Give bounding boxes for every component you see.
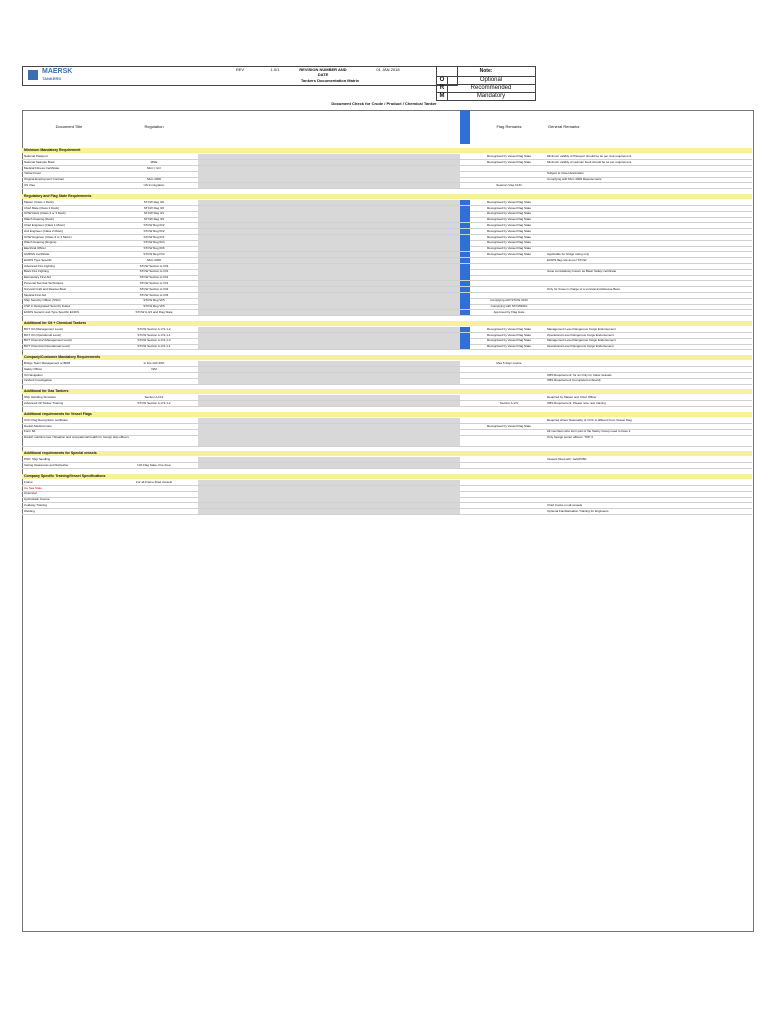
- regulation: N/A Flag State, Fire Area: [137, 463, 171, 467]
- blue-marker: [460, 211, 470, 216]
- rev-label: REV: [235, 67, 245, 72]
- regulation: STCW Reg III/6: [143, 246, 165, 251]
- document-name: OOW Deck (Class 3 or 3 Deck): [24, 211, 66, 216]
- flag-remark: Recognised by Vessel Flag State: [486, 223, 532, 227]
- key-row: [436, 92, 536, 101]
- flag-remark: Complying with STCW 2010: [490, 298, 528, 303]
- table-row: [22, 310, 752, 316]
- document-name: Advanced Oil Tanker Training: [24, 401, 64, 405]
- requirement-cells: [198, 275, 460, 280]
- blue-marker: [460, 287, 470, 292]
- regulation: STCW Reg II/2: [143, 199, 165, 204]
- requirement-cells: [198, 229, 460, 234]
- section-header: Additional for Gas Tankers: [22, 389, 752, 394]
- section-header: Additional for Oil + Chemical Tankers: [22, 321, 752, 326]
- regulation: STCW Section A-VI/2: [139, 286, 169, 291]
- key-code: M: [437, 92, 448, 100]
- regulation: For all Frame fitted vessels: [135, 479, 172, 484]
- document-name: Medical First Aid: [24, 292, 47, 297]
- requirement-cells: [198, 264, 460, 269]
- section-header: Company/Customer Mandatory Requirements: [22, 355, 752, 360]
- flag-remark: Recognised by Vessel Flag State: [486, 228, 532, 233]
- blue-marker: [460, 275, 470, 280]
- document-name: Bridge Team Management or BRM: [24, 361, 71, 365]
- requirement-cells: [198, 373, 460, 378]
- requirement-cells: [198, 183, 460, 188]
- document-name: Danish maritime law / Situation and occupational health for foreign ship officers: [24, 435, 129, 440]
- document-name: Medical Fitness Certificate: [24, 165, 60, 170]
- blue-marker: [460, 293, 470, 298]
- document-name: National Passport: [24, 154, 48, 158]
- requirement-cells: [198, 491, 460, 496]
- document-title: Document Check for Crude / Product / Chemical Tanker: [331, 101, 437, 106]
- requirement-cells: [198, 304, 460, 309]
- requirement-cells: [198, 287, 460, 292]
- requirement-cells: [198, 401, 460, 406]
- table-row: [22, 463, 752, 469]
- document-name: 2nd Engineer (Class 2 Motor): [24, 228, 64, 233]
- regulation: In line with IMO: [143, 361, 165, 365]
- flag-remark: Recognised by Vessel Flag State: [486, 326, 532, 331]
- general-remark: Minimum validity of Passport should be as per visa requirement: [547, 154, 632, 158]
- flag-remark: Recognised by Vessel Flag State: [486, 344, 532, 349]
- revision-date: 01 JAN 2018: [376, 67, 400, 72]
- general-remark: Required where Nationality of COC is different from Vessel Flag: [547, 417, 632, 422]
- document-name: Ice Sea State: [24, 485, 43, 490]
- regulation: STCW Section A-VI/3: [139, 263, 169, 268]
- general-remark: Only for those in charge of a survival and Rescue Boat: [547, 286, 620, 291]
- requirement-cells: [198, 154, 460, 159]
- section-header: Additional requirements for Special vessels: [22, 451, 752, 456]
- blue-marker: [460, 344, 470, 349]
- section-header: Company Specific Training/Vessel Specifications: [22, 474, 752, 479]
- requirement-cells: [198, 509, 460, 514]
- requirement-cells: [198, 235, 460, 240]
- general-remark: Only foreign senior officers: TOP 4: [547, 435, 593, 440]
- flag-remark: Recognised by Vessel Flag State: [486, 332, 532, 337]
- section-header: Regulatory and Flag State Requirements: [22, 194, 752, 199]
- blue-marker: [460, 258, 470, 263]
- document-name: Vetting Awareness and Refresher: [24, 463, 69, 467]
- regulation: STCW Section A-V/1-1-2: [137, 401, 171, 405]
- general-remark: Issue cumulatively known as Basic Safety certificate: [547, 269, 617, 274]
- key-label: Mandatory: [476, 93, 506, 99]
- document-name: Danish Medical Care: [24, 423, 52, 428]
- general-remark: OBS Requirement: for an Only for Class Vessels: [547, 372, 612, 377]
- document-name: ECDIS Type Specific: [24, 257, 52, 262]
- requirement-cells: [198, 503, 460, 508]
- blue-marker: [460, 281, 470, 286]
- general-remark: OBS Requirement (Completed onboard): [547, 378, 601, 383]
- requirement-cells: [198, 435, 460, 445]
- blue-marker: [460, 338, 470, 343]
- blue-marker: [460, 223, 470, 228]
- general-remark: Management Level Dangerous Cargo Endorsement: [547, 326, 616, 331]
- table-row: [22, 435, 752, 446]
- requirement-cells: [198, 333, 460, 338]
- key-title: Note:: [436, 66, 536, 77]
- requirement-cells: [198, 200, 460, 205]
- flag-remark: Recognised by Vessel Flag State: [486, 159, 532, 164]
- blue-marker: [460, 246, 470, 251]
- general-remark: Optional Familiarisation Training for Engineers: [547, 508, 609, 513]
- general-remark: Vessels fitted with: JackPOBs: [547, 457, 587, 462]
- blue-marker: [460, 240, 470, 245]
- general-remark: Subject to travel destination: [547, 171, 584, 176]
- column-document-title: Document Title: [55, 124, 83, 129]
- requirement-cells: [198, 486, 460, 491]
- document-name: Original Employment Contract: [24, 177, 65, 182]
- regulation: STCW Reg III/2: [143, 223, 165, 227]
- document-name: Incident Investigation: [24, 378, 53, 383]
- general-remark: Complying with MLC 2006 Requirements: [547, 177, 602, 182]
- regulation: US Immigration: [143, 183, 165, 187]
- regulation: STCW Section A-VI/1: [139, 275, 169, 280]
- document-name: US Visa: [24, 183, 35, 187]
- regulation: STCW Reg II/2: [143, 205, 165, 210]
- requirement-cells: [198, 240, 460, 245]
- general-remark: Chief Cooks on all vessels: [547, 503, 583, 507]
- general-remark: Required by Master and Chief Officer: [547, 395, 597, 400]
- regulation: STCW Reg II/1: [143, 211, 165, 216]
- column-highlight: [460, 110, 470, 144]
- column-regulation: Regulation: [144, 124, 164, 129]
- document-name: Safety Officer: [24, 366, 43, 371]
- flag-remark: Approved by Flag state: [493, 310, 525, 314]
- document-name: Advanced Fire Fighting: [24, 263, 55, 268]
- requirement-cells: [198, 327, 460, 332]
- requirement-cells: [198, 310, 460, 315]
- regulation: STCW Reg VI/6: [143, 304, 165, 309]
- blue-marker: [460, 264, 470, 269]
- requirement-cells: [198, 160, 460, 165]
- blue-marker: [460, 217, 470, 222]
- document-name: Frame: [24, 479, 33, 484]
- regulation: STCW Reg III/4: [143, 240, 165, 245]
- document-name: Hydrostatic Course: [24, 497, 50, 502]
- requirement-cells: [198, 258, 460, 263]
- column-general-remarks: General Remarks: [548, 124, 580, 129]
- document-name: BOT Oil (Management Level): [24, 326, 63, 331]
- document-name: Watch Keeping (Engine): [24, 240, 57, 245]
- blue-marker: [460, 298, 470, 303]
- regulation: MLC / ILO: [147, 165, 161, 170]
- regulation: STCW Reg III/2: [143, 228, 165, 233]
- general-remark: Minimum validity of seaman book should be as per requirement: [547, 159, 632, 164]
- document-name: Welding: [24, 508, 35, 513]
- regulation: STCW Section A-V/1-1-1: [137, 344, 171, 349]
- flag-remark: Recognised by Vessel Flag State: [486, 423, 532, 428]
- document-name: Electrical Officer: [24, 246, 46, 251]
- regulation: MLC 2006: [147, 177, 161, 182]
- requirement-cells: [198, 457, 460, 462]
- blue-marker: [460, 229, 470, 234]
- document-subtitle: Tankers Documentation Matrix: [300, 78, 360, 83]
- document-name: OOW Engineer (Class 3 or 4 Motor): [24, 234, 72, 239]
- table-row: [22, 344, 752, 350]
- flag-remark: Recognised by Vessel Flag State: [486, 217, 532, 222]
- general-remark: OBS Requirement: Please note new training: [547, 401, 606, 405]
- rev-value: 1.0/1: [270, 67, 280, 72]
- requirement-cells: [198, 252, 460, 257]
- general-remark: All members who form part of the Safety Group need to have it: [547, 429, 631, 434]
- regulation: STCW Section A-VI/1: [139, 269, 169, 274]
- general-remark: ECDIS flag rule as per STCW: [547, 257, 587, 262]
- regulation: Section A-I/12: [144, 395, 164, 400]
- flag-remark: Recognised by Vessel Flag State: [486, 252, 532, 256]
- blue-marker: [460, 252, 470, 257]
- table-row: [22, 401, 752, 407]
- blue-marker: [460, 333, 470, 338]
- blue-marker: [460, 206, 470, 211]
- maersk-logo: [24, 67, 94, 83]
- requirement-cells: [198, 211, 460, 216]
- blue-marker: [460, 235, 470, 240]
- document-name: CSP in Designated Security Duties: [24, 304, 71, 309]
- requirement-cells: [198, 424, 460, 429]
- requirement-cells: [198, 166, 460, 171]
- requirement-cells: [198, 429, 460, 434]
- requirement-cells: [198, 217, 460, 222]
- requirement-cells: [198, 344, 460, 349]
- table-row: [22, 509, 752, 515]
- regulation: STCW Section A-VI/1: [139, 281, 169, 285]
- table-row: [22, 183, 752, 189]
- requirement-cells: [198, 418, 460, 423]
- flag-remark: Recognised by Vessel Flag State: [486, 211, 532, 216]
- document-name: Master (Class 1 Deck): [24, 199, 54, 204]
- requirement-cells: [198, 293, 460, 298]
- section-header: Additional requirements for Vessel Flags: [22, 412, 752, 417]
- flag-remark: Recognised by Vessel Flag State: [486, 234, 532, 239]
- document-name: Ship Handling Simulator: [24, 395, 57, 400]
- general-remark: Applicable for bridge rating only: [547, 252, 590, 256]
- document-name: Personal Survival Techniques: [24, 281, 64, 285]
- column-flag-remarks: Flag Remarks: [496, 124, 522, 129]
- regulation: STCW Section A-V/1-1-3: [137, 338, 171, 343]
- requirement-cells: [198, 480, 460, 485]
- requirement-cells: [198, 223, 460, 228]
- blue-marker: [460, 269, 470, 274]
- document-name: Chief Mate (Class 2 Deck): [24, 205, 60, 210]
- regulation: STCW Reg II/4: [143, 217, 165, 222]
- document-name: BOT Chemical (Management Level): [24, 338, 72, 343]
- flag-remark: Recognised by Vessel Flag State: [486, 199, 532, 204]
- document-name: Ship Security Officer (SSO): [24, 298, 61, 303]
- requirement-cells: [198, 338, 460, 343]
- table-row: [22, 378, 752, 384]
- document-name: Survival Craft and Rescue Boat: [24, 286, 66, 291]
- blue-marker: [460, 327, 470, 332]
- document-name: Coldway Training: [24, 503, 48, 507]
- blue-marker: [460, 200, 470, 205]
- requirement-cells: [198, 281, 460, 286]
- document-name: GMDSS Certificate: [24, 252, 50, 256]
- requirement-cells: [198, 269, 460, 274]
- regulation: STCW Section A-V/1-1-2: [137, 326, 171, 331]
- logo-text: MAERSK TANKERS: [42, 68, 73, 81]
- regulation: STCW Section A-V/1-1-1: [137, 332, 171, 337]
- requirement-cells: [198, 395, 460, 400]
- requirement-cells: [198, 378, 460, 383]
- key-label: Optional: [479, 77, 503, 83]
- regulation: ISM: [151, 366, 157, 371]
- document-name: Yellow Fever: [24, 171, 42, 176]
- requirement-cells: [198, 246, 460, 251]
- flag-remark: Recognised by Vessel Flag State: [486, 246, 532, 251]
- general-remark: Operational Level Dangerous Cargo Endorsement: [547, 332, 614, 337]
- flag-remark: Section A-V/1: [499, 401, 519, 405]
- regulation: MNE: [150, 159, 158, 164]
- blue-marker: [460, 310, 470, 315]
- document-name: Basic Fire Fighting: [24, 269, 49, 274]
- regulation: STCW Section A-VI/4: [139, 292, 169, 297]
- key-code: O: [437, 76, 448, 84]
- document-name: ECDIS Generic and Type Specific ECDIS: [24, 310, 79, 314]
- requirement-cells: [198, 206, 460, 211]
- document-name: Form 60: [24, 429, 36, 434]
- document-name: PSO: Ship handling: [24, 457, 51, 462]
- revision-label: REVISION NUMBER AND DATE: [299, 67, 347, 77]
- requirement-cells: [198, 361, 460, 366]
- general-remark: Management Level Dangerous Cargo Endorsement: [547, 338, 616, 343]
- regulation: MLC 2006: [147, 257, 161, 262]
- document-name: Chief Engineer (Class 1 Motor): [24, 223, 66, 227]
- section-header: Minimum Mandatory Requirement: [22, 148, 752, 153]
- document-name: Elementary First Aid: [24, 275, 51, 280]
- requirement-cells: [198, 497, 460, 502]
- document-name: Watch Keeping (Deck): [24, 217, 54, 222]
- requirement-cells: [198, 171, 460, 176]
- flag-remark: Recognised by Vessel Flag State: [486, 338, 532, 343]
- flag-remark: Recognised by Vessel Flag State: [486, 205, 532, 210]
- document-name: BOT Chemical (Operational Level): [24, 344, 70, 349]
- regulation: STCW Reg III/1: [143, 234, 165, 239]
- requirement-cells: [198, 298, 460, 303]
- document-name: Oil Navigation: [24, 372, 43, 377]
- key-code: R: [437, 84, 448, 92]
- flag-remark: Recognised by Vessel Flag State: [486, 240, 532, 245]
- document-name: BOT Oil (Operational Level): [24, 332, 61, 337]
- regulation: STCW Reg IV/2: [143, 252, 165, 256]
- flag-remark: Complying with STCW2010: [490, 304, 528, 309]
- key-label: Recommended: [470, 85, 512, 91]
- requirement-cells: [198, 367, 460, 372]
- requirement-cells: [198, 177, 460, 182]
- regulation: STCW Reg VI/5: [143, 298, 165, 303]
- flag-remark: Seaman Visa C1/D: [496, 183, 522, 187]
- regulation: STCW A-II/1 and Flag State: [135, 310, 173, 314]
- flag-remark: Max 5 days course: [496, 361, 522, 365]
- blue-marker: [460, 304, 470, 309]
- requirement-cells: [198, 463, 460, 468]
- document-name: National Seaman Book: [24, 159, 55, 164]
- flag-remark: Recognised by Vessel Flag State: [486, 154, 532, 158]
- document-name: Chemical: [24, 491, 37, 496]
- star-icon: [28, 70, 38, 80]
- general-remark: Operational Level Dangerous Cargo Endorsement: [547, 344, 614, 349]
- document-name: COC Flag Recognition certificate: [24, 417, 68, 422]
